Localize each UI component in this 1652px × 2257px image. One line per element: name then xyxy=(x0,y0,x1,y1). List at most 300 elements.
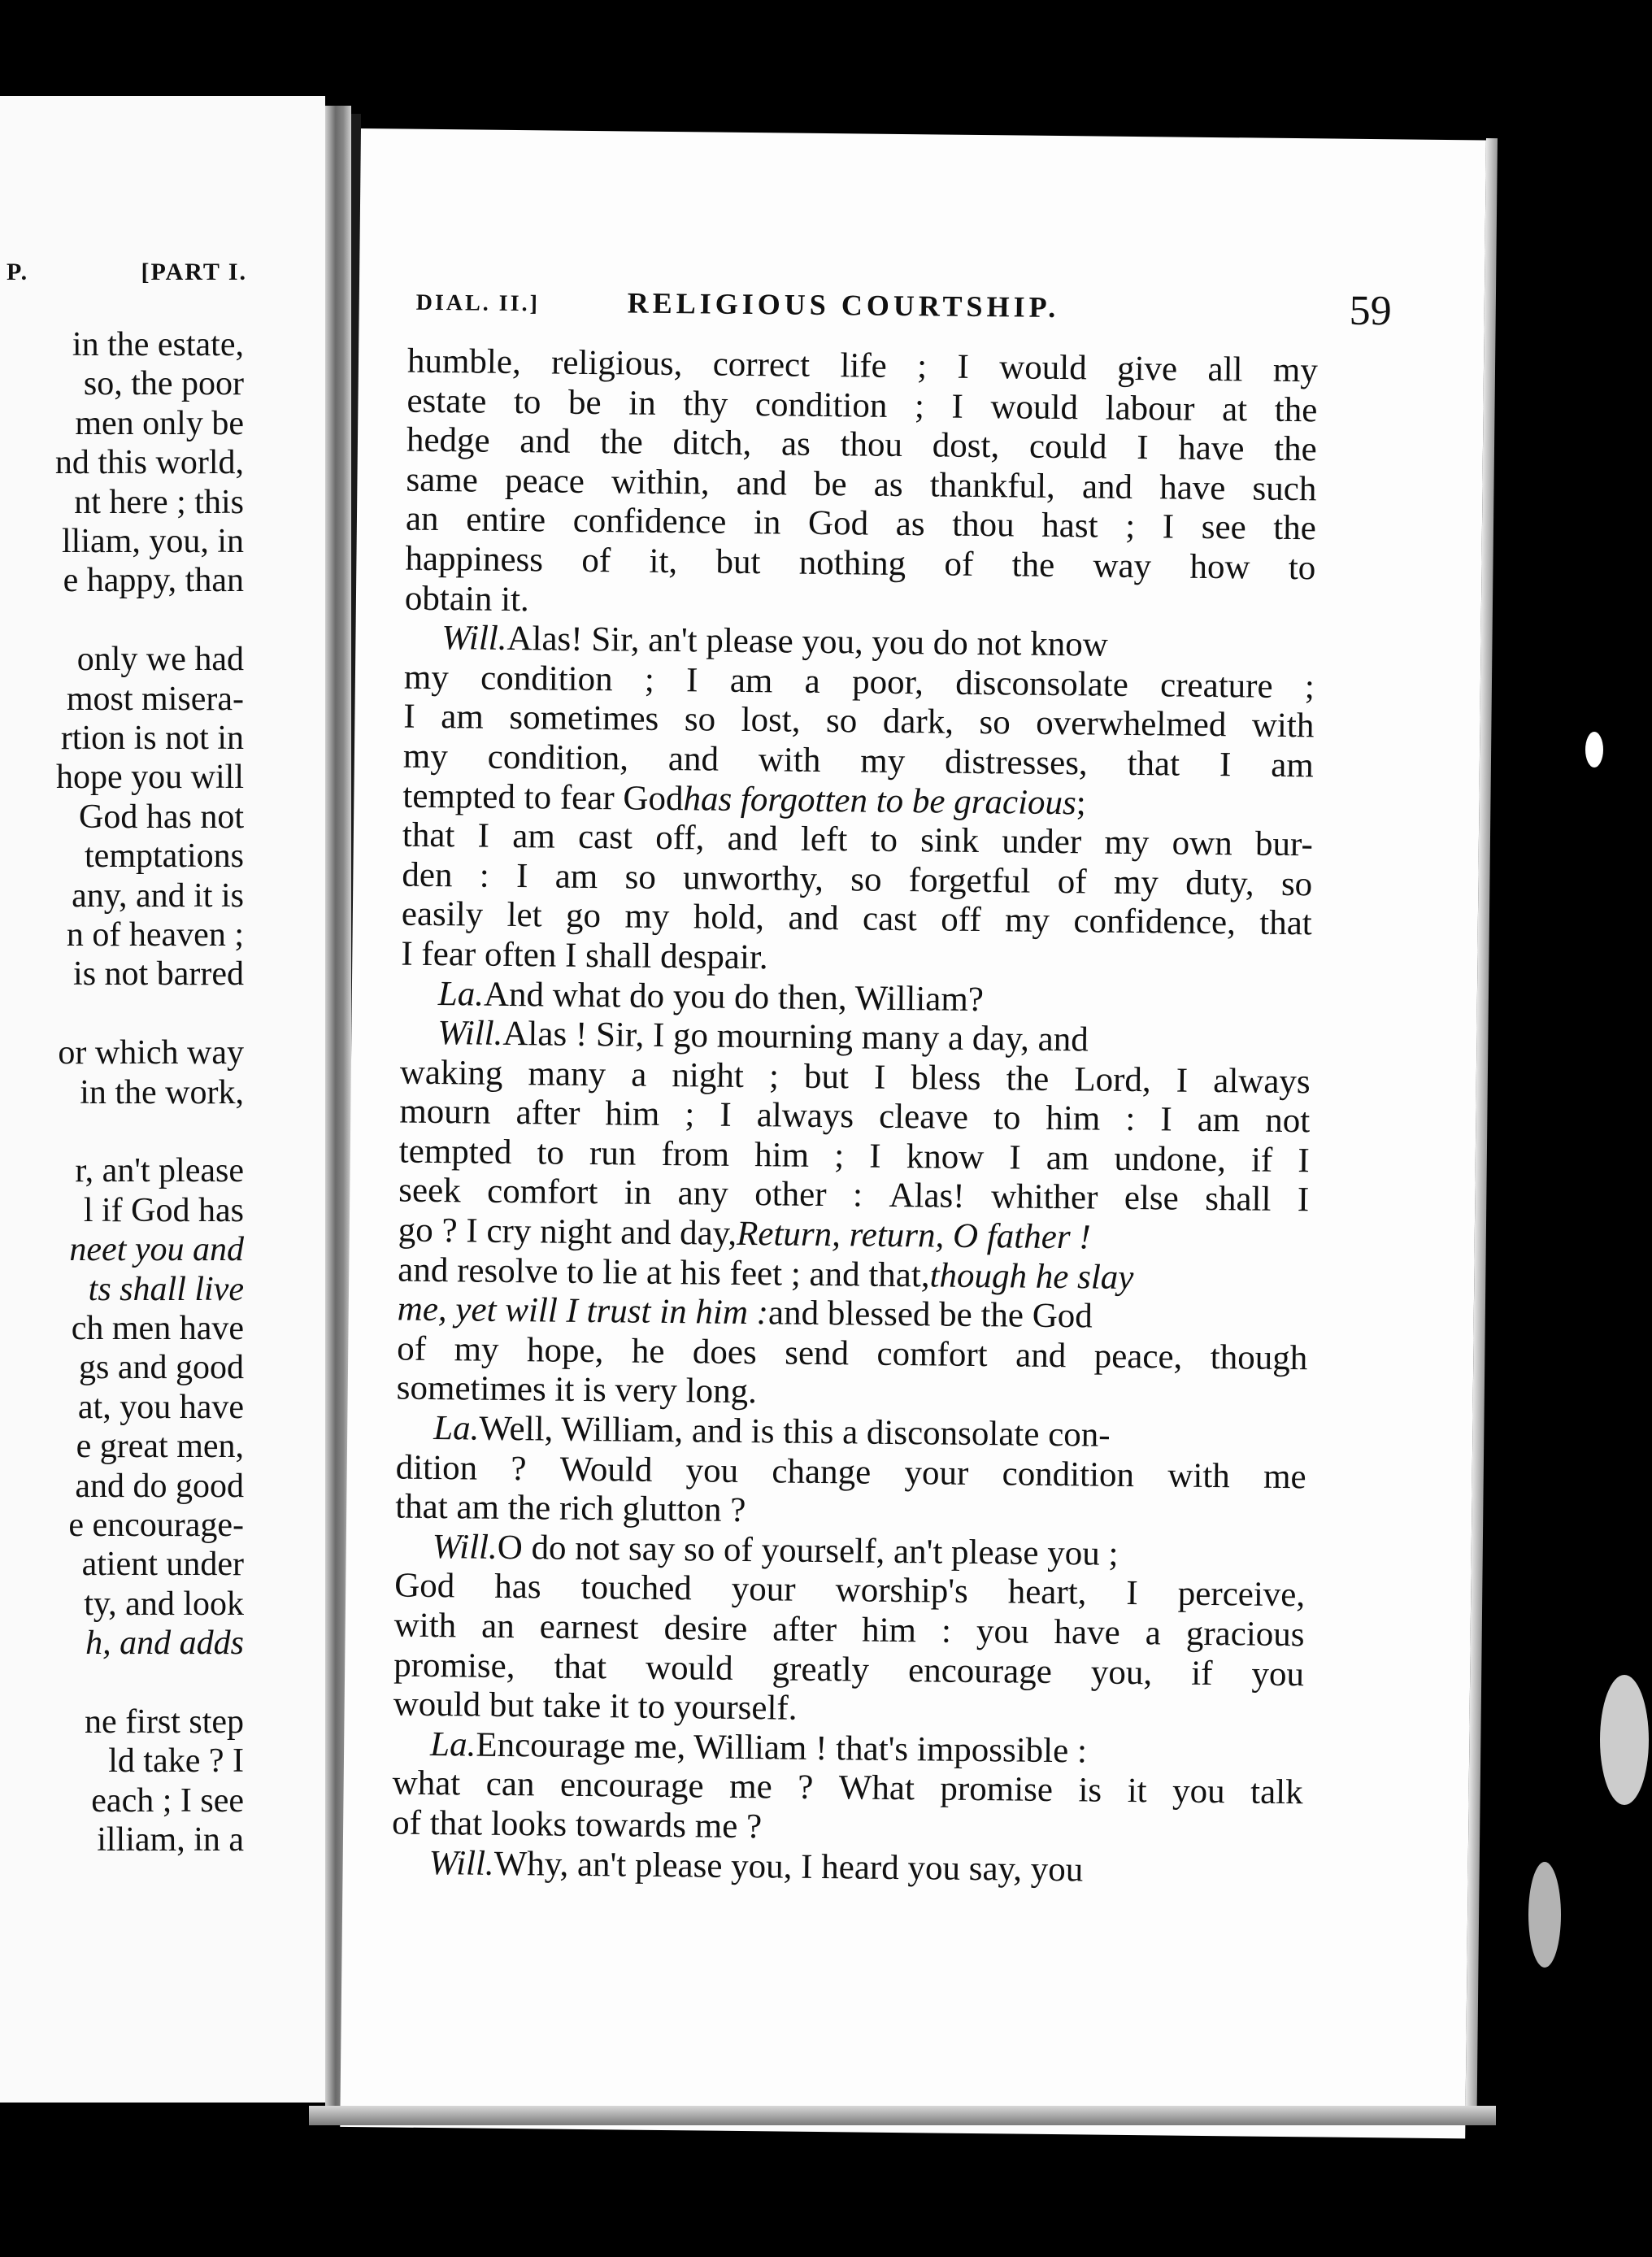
word: overwhelmed xyxy=(1036,704,1227,745)
word: of xyxy=(397,1329,427,1368)
word: I xyxy=(719,1095,732,1135)
word: am xyxy=(1046,1138,1089,1178)
word: so xyxy=(1280,864,1313,904)
word: lost, xyxy=(741,701,801,741)
word: that xyxy=(554,1647,607,1686)
word: greatly xyxy=(772,1649,870,1689)
word: me xyxy=(1263,1457,1306,1496)
italic-segment: La. xyxy=(429,1724,476,1764)
word: how xyxy=(1189,547,1250,587)
left-line: n of heaven ; xyxy=(66,916,244,954)
word: if xyxy=(1190,1654,1213,1693)
word: my xyxy=(860,741,906,781)
word: same xyxy=(406,460,479,500)
word: the xyxy=(1011,546,1055,585)
word: let xyxy=(506,896,542,935)
left-line: at, you have xyxy=(77,1388,244,1426)
word: be xyxy=(813,464,847,504)
italic-segment: has forgotten to be gracious xyxy=(683,779,1077,822)
word: but xyxy=(715,542,761,582)
word: have xyxy=(1159,468,1226,507)
word: life xyxy=(840,346,888,385)
word: encourage xyxy=(559,1766,704,1806)
word: seek xyxy=(398,1172,461,1211)
word: I xyxy=(1297,1181,1310,1220)
word: waking xyxy=(399,1053,503,1093)
word: see xyxy=(1201,508,1246,547)
left-line: neet you and xyxy=(69,1231,244,1269)
left-running-head xyxy=(0,259,325,307)
word: touched xyxy=(580,1568,693,1608)
text-segment: sometimes it is very long. xyxy=(396,1368,758,1411)
word: hast xyxy=(1041,507,1098,546)
word: bur- xyxy=(1254,824,1314,864)
word: the xyxy=(1273,509,1317,548)
text-segment: and resolve to lie at his feet ; and that, xyxy=(398,1250,930,1295)
word: ; xyxy=(644,660,655,699)
word: and xyxy=(667,739,719,779)
word: the xyxy=(1006,1059,1050,1098)
left-line: r, an't please xyxy=(75,1152,244,1190)
left-line: e encourage- xyxy=(68,1507,244,1544)
word: correct xyxy=(712,345,811,385)
word: to xyxy=(870,820,898,860)
word: ; xyxy=(1304,667,1315,707)
word: off xyxy=(941,900,981,940)
word: so xyxy=(825,702,858,741)
word: that xyxy=(1259,903,1313,943)
word: am xyxy=(554,857,598,896)
word: he xyxy=(631,1332,665,1371)
word: tempted xyxy=(398,1132,512,1172)
word: peace, xyxy=(1093,1337,1183,1376)
word: whither xyxy=(990,1177,1098,1218)
word: encourage xyxy=(907,1650,1053,1691)
left-line: in the estate, xyxy=(72,326,244,363)
word: my xyxy=(1104,823,1150,863)
left-header-fragment: P. xyxy=(7,259,29,285)
word: ; xyxy=(914,386,925,425)
text-segment: go ? I cry night and day, xyxy=(398,1211,737,1253)
word: go xyxy=(565,897,602,936)
word: sink xyxy=(920,821,980,861)
left-line: nd this world, xyxy=(54,444,244,482)
text-segment: would but take it to yourself. xyxy=(393,1685,798,1728)
text-segment: and blessed be the God xyxy=(767,1294,1093,1336)
left-line: l if God has xyxy=(83,1191,244,1229)
word: could xyxy=(1028,427,1107,467)
word: am xyxy=(1271,746,1315,785)
text-segment: Why, an't please you, I heard you say, you xyxy=(493,1844,1084,1889)
word: and xyxy=(727,819,778,859)
word: you xyxy=(976,1612,1029,1651)
word: ; xyxy=(833,1137,845,1176)
word: entire xyxy=(465,500,546,540)
left-line: most misera- xyxy=(66,680,244,718)
word: my xyxy=(454,1330,499,1369)
left-page xyxy=(0,96,325,2103)
word: always xyxy=(756,1096,854,1136)
word: always xyxy=(1213,1061,1311,1101)
word: thankful, xyxy=(929,466,1056,506)
word: I xyxy=(957,347,970,386)
word: him xyxy=(754,1136,810,1175)
left-line: only we had xyxy=(76,641,244,679)
word: I xyxy=(1298,1142,1310,1181)
page-body-text xyxy=(391,342,1318,1893)
dialogue-label: DIAL. II.] xyxy=(415,289,541,317)
word: heart, xyxy=(1007,1572,1087,1612)
text-segment: of that looks towards me ? xyxy=(391,1803,763,1846)
text-line xyxy=(391,1843,1302,1892)
word: hold, xyxy=(693,898,765,937)
word: but xyxy=(803,1057,850,1097)
word: I xyxy=(1176,1061,1189,1100)
word: any xyxy=(677,1174,729,1214)
word: ditch, xyxy=(672,424,752,463)
left-line: so, the poor xyxy=(83,365,244,403)
running-head xyxy=(415,284,1392,343)
dust-speck xyxy=(1600,1675,1649,1805)
word: Would xyxy=(559,1450,653,1489)
word: way xyxy=(1093,546,1152,586)
word: so xyxy=(850,860,882,899)
word: : xyxy=(852,1176,863,1215)
word: in xyxy=(753,503,781,542)
left-line: temptations xyxy=(85,837,244,876)
word: your xyxy=(731,1570,796,1610)
word: night xyxy=(672,1055,745,1095)
word: send xyxy=(784,1333,850,1373)
word: of xyxy=(581,541,611,581)
word: in xyxy=(628,384,656,423)
word: would xyxy=(645,1648,733,1688)
word: comfort xyxy=(876,1334,988,1374)
word: have xyxy=(1178,428,1245,468)
word: Alas! xyxy=(889,1176,965,1216)
word: : xyxy=(479,856,490,895)
word: estate xyxy=(406,381,487,421)
word: I xyxy=(1126,1574,1139,1613)
word: promise, xyxy=(393,1646,515,1685)
word: hope, xyxy=(526,1331,604,1371)
italic-segment: Will. xyxy=(437,1014,503,1053)
left-line: h, and adds xyxy=(85,1624,244,1663)
word: it, xyxy=(649,541,678,581)
word: can xyxy=(485,1765,535,1804)
word: ; xyxy=(1124,507,1136,546)
left-line: men only be xyxy=(75,404,244,442)
word: that xyxy=(402,815,455,855)
word: and xyxy=(788,898,839,938)
word: my xyxy=(1004,901,1050,941)
word: an xyxy=(405,499,439,539)
word: ; xyxy=(685,1095,695,1134)
word: dost, xyxy=(932,426,1000,466)
word: and xyxy=(1015,1336,1067,1376)
word: though xyxy=(1210,1337,1308,1378)
word: my xyxy=(1272,350,1319,390)
left-line: e happy, than xyxy=(63,562,244,600)
word: other xyxy=(754,1175,827,1215)
word: a xyxy=(804,662,821,701)
word: sometimes xyxy=(509,698,659,739)
word: with xyxy=(758,741,821,780)
word: have xyxy=(1054,1613,1120,1652)
word: would xyxy=(990,387,1079,427)
left-line: illiam, in a xyxy=(97,1821,244,1859)
word: and xyxy=(736,463,788,503)
word: cast xyxy=(862,899,918,939)
word: off, xyxy=(654,818,705,858)
word: condition xyxy=(754,385,888,425)
word: left xyxy=(800,820,848,859)
word: would xyxy=(998,348,1087,388)
text-segment: Well, William, and is this a disconsolate con- xyxy=(479,1409,1111,1455)
word: else xyxy=(1124,1179,1180,1219)
left-line: ts shall live xyxy=(88,1270,244,1308)
word: What xyxy=(838,1768,915,1808)
word: cast xyxy=(577,817,633,857)
word: and xyxy=(1081,467,1133,507)
word: after xyxy=(515,1094,580,1133)
word: God xyxy=(807,504,869,543)
word: all xyxy=(1207,350,1243,389)
right-page xyxy=(340,128,1486,2138)
word: change xyxy=(772,1452,872,1492)
word: that xyxy=(1127,744,1180,784)
italic-segment: Will. xyxy=(432,1527,498,1567)
word: dition xyxy=(395,1448,478,1488)
word: thou xyxy=(840,425,903,465)
left-line: lliam, you, in xyxy=(62,523,244,560)
word: earnest xyxy=(539,1607,639,1647)
word: bless xyxy=(911,1058,981,1098)
text-segment: that am the rich glutton ? xyxy=(395,1487,746,1530)
text-segment: Encourage me, William ! that's impossible : xyxy=(476,1725,1088,1771)
word: my xyxy=(1113,863,1159,902)
word: am xyxy=(729,661,773,701)
word: a xyxy=(1145,1614,1162,1653)
word: my xyxy=(624,897,670,937)
left-line: rtion is not in xyxy=(60,720,244,757)
left-line: any, and it is xyxy=(72,876,244,915)
word: confidence xyxy=(572,502,727,542)
word: undone, xyxy=(1114,1139,1227,1180)
left-line: ld take ? I xyxy=(108,1742,244,1781)
text-segment: obtain it. xyxy=(404,579,530,619)
word: be xyxy=(567,383,602,422)
word: a xyxy=(630,1055,647,1094)
word: I xyxy=(515,856,528,895)
word: forgetful xyxy=(908,860,1031,901)
italic-segment: La. xyxy=(433,1409,480,1448)
italic-segment: Return, return, O father ! xyxy=(736,1214,1091,1257)
left-line: hope you will xyxy=(56,759,244,797)
word: it xyxy=(1127,1772,1147,1811)
word: does xyxy=(692,1333,757,1372)
word: I xyxy=(951,387,964,426)
word: the xyxy=(1274,390,1318,429)
word: thy xyxy=(683,384,728,424)
word: you xyxy=(1251,1655,1305,1694)
word: labour xyxy=(1105,389,1195,428)
word: and xyxy=(520,422,571,461)
word: as xyxy=(873,465,903,504)
word: after xyxy=(772,1610,837,1650)
word: perceive, xyxy=(1177,1575,1306,1615)
word: cleave xyxy=(878,1098,969,1137)
left-line: atient under xyxy=(81,1546,244,1584)
left-line: nt here ; this xyxy=(74,483,244,521)
left-line: each ; I see xyxy=(91,1781,244,1820)
word: unworthy, xyxy=(682,858,824,898)
word: you, xyxy=(1090,1653,1153,1692)
word: you xyxy=(1172,1772,1225,1811)
word: so xyxy=(624,858,657,897)
dust-speck xyxy=(1528,1862,1561,1968)
word: such xyxy=(1252,469,1317,509)
word: nothing xyxy=(798,543,906,584)
word: under xyxy=(1002,822,1082,862)
word: know xyxy=(906,1137,985,1176)
text-segment: And what do you do then, William? xyxy=(483,975,985,1019)
word: poor, xyxy=(851,663,924,702)
left-line: ch men have xyxy=(71,1310,244,1347)
text-segment: Alas! Sir, an't please you, you do not know xyxy=(506,620,1109,664)
word: happiness xyxy=(405,539,544,580)
word: den xyxy=(402,855,453,894)
italic-segment: Will. xyxy=(428,1843,494,1883)
word: not xyxy=(1265,1101,1311,1141)
word: with xyxy=(1251,706,1315,746)
italic-segment: me, yet will I trust in him : xyxy=(397,1289,769,1333)
word: ; xyxy=(768,1057,780,1096)
word: mourn xyxy=(399,1092,491,1133)
word: humble, xyxy=(406,341,521,382)
word: give xyxy=(1116,349,1178,389)
word: comfort xyxy=(486,1172,598,1212)
word: I xyxy=(873,1058,886,1097)
left-line: gs and good xyxy=(79,1349,244,1387)
word: so xyxy=(684,700,716,739)
page-number: 59 xyxy=(1349,287,1393,335)
word: dark, xyxy=(882,702,954,742)
left-line: and do good xyxy=(75,1467,244,1505)
left-part-label: [PART I. xyxy=(141,259,247,285)
running-title: RELIGIOUS COURTSHIP. xyxy=(627,286,1060,324)
word: an xyxy=(480,1607,515,1646)
dust-speck xyxy=(1585,732,1603,768)
word: ; xyxy=(916,347,928,386)
left-line: ty, and look xyxy=(84,1585,244,1623)
left-line: is not barred xyxy=(73,955,244,994)
left-line: God has not xyxy=(79,798,244,836)
word: I xyxy=(869,1137,881,1176)
text-segment: Alas ! Sir, I go mourning many a day, and xyxy=(502,1014,1089,1059)
word: to xyxy=(1288,548,1316,588)
word: am xyxy=(1197,1101,1241,1140)
word: I xyxy=(1162,507,1175,546)
word: him xyxy=(1046,1099,1101,1138)
left-line: in the work, xyxy=(80,1073,244,1111)
word: the xyxy=(1273,429,1318,469)
word: worship's xyxy=(835,1571,968,1611)
word: run xyxy=(589,1133,637,1173)
page-bottom-edge xyxy=(309,2106,1496,2125)
word: if xyxy=(1250,1141,1273,1180)
word: at xyxy=(1221,389,1248,429)
word: condition xyxy=(1002,1454,1135,1494)
word: from xyxy=(661,1134,730,1174)
word: within, xyxy=(611,463,710,502)
word: own xyxy=(1172,824,1232,863)
word: I xyxy=(1009,1138,1022,1177)
word: to xyxy=(993,1098,1021,1137)
word: God xyxy=(393,1566,455,1606)
word: Lord, xyxy=(1074,1059,1151,1099)
word: I xyxy=(403,697,416,737)
word: easily xyxy=(401,894,484,934)
word: creature xyxy=(1159,666,1273,706)
word: of xyxy=(1057,862,1087,902)
word: what xyxy=(392,1763,461,1803)
word: with xyxy=(393,1606,457,1646)
left-line: e great men, xyxy=(76,1428,244,1466)
word: me xyxy=(728,1768,772,1807)
word: am xyxy=(441,698,485,737)
word: shall xyxy=(1204,1180,1272,1220)
word: talk xyxy=(1250,1772,1303,1812)
word: disconsolate xyxy=(955,663,1129,704)
text-segment: ; xyxy=(1076,783,1086,822)
word: as xyxy=(780,424,811,463)
word: of xyxy=(944,545,974,584)
word: promise xyxy=(940,1769,1054,1810)
word: religious, xyxy=(550,343,683,384)
word: so xyxy=(979,703,1011,742)
word: him xyxy=(861,1611,917,1650)
word: condition xyxy=(480,659,613,699)
text-segment: O do not say so of yourself, an't please you ; xyxy=(497,1528,1119,1573)
word: thou xyxy=(951,506,1015,545)
word: ? xyxy=(797,1768,814,1807)
italic-segment: though he slay xyxy=(929,1256,1134,1297)
word: the xyxy=(599,423,644,462)
text-segment: I fear often I shall despair. xyxy=(401,934,768,977)
word: with xyxy=(1167,1456,1231,1495)
word: him xyxy=(605,1094,660,1134)
word: am xyxy=(512,817,556,856)
italic-segment: Will. xyxy=(441,619,507,659)
word: has xyxy=(494,1568,541,1607)
word: condition, xyxy=(487,737,629,778)
word: your xyxy=(904,1453,969,1493)
word: distresses, xyxy=(944,742,1088,783)
word: my xyxy=(402,737,449,776)
word: confidence, xyxy=(1073,902,1237,942)
word: you xyxy=(685,1450,739,1490)
word: in xyxy=(624,1173,652,1213)
italic-segment: La. xyxy=(437,974,485,1014)
word: desire xyxy=(663,1609,748,1649)
word: I xyxy=(477,816,490,855)
word: gracious xyxy=(1185,1614,1305,1655)
word: many xyxy=(528,1054,606,1094)
word: I xyxy=(1160,1100,1172,1139)
word: duty, xyxy=(1185,863,1254,903)
word: ? xyxy=(511,1449,527,1488)
